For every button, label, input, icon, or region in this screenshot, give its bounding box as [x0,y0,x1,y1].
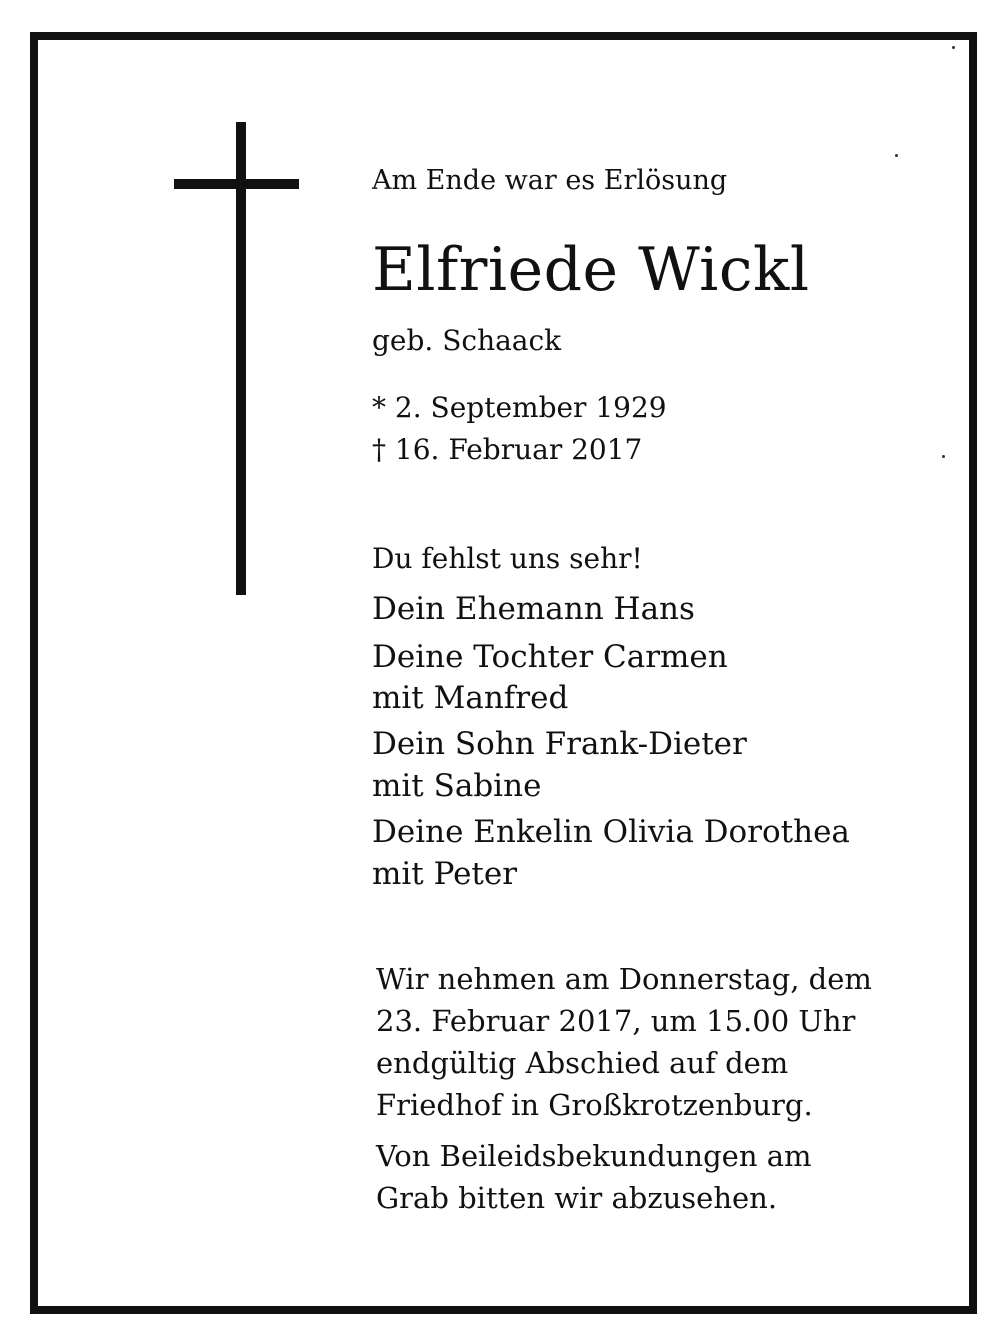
family-member: mit Sabine [372,768,542,804]
cross-icon [236,122,246,595]
birth-date: * 2. September 1929 [372,391,667,424]
family-member: Deine Enkelin Olivia Dorothea [372,814,850,850]
scan-speck [895,154,898,157]
farewell-line: 23. Februar 2017, um 15.00 Uhr [376,1004,856,1038]
maiden-name: geb. Schaack [372,324,562,357]
family-member: Dein Ehemann Hans [372,591,695,627]
farewell-line: Wir nehmen am Donnerstag, dem [376,962,872,996]
condolence-line: Von Beileidsbekundungen am [376,1139,812,1173]
family-member: mit Manfred [372,680,569,716]
family-member: Deine Tochter Carmen [372,639,728,675]
deceased-name: Elfriede Wickl [372,235,810,305]
scan-speck [942,455,945,458]
scan-speck [952,46,955,49]
condolence-line: Grab bitten wir abzusehen. [376,1181,778,1215]
family-member: Dein Sohn Frank-Dieter [372,726,747,762]
motto: Am Ende war es Erlösung [372,165,728,196]
farewell-line: endgültig Abschied auf dem [376,1046,789,1080]
cross-icon-crossbar [174,179,299,189]
farewell-line: Friedhof in Großkrotzenburg. [376,1088,813,1122]
family-message: Du fehlst uns sehr! [372,542,643,575]
family-member: mit Peter [372,856,518,892]
death-date: † 16. Februar 2017 [372,433,643,466]
